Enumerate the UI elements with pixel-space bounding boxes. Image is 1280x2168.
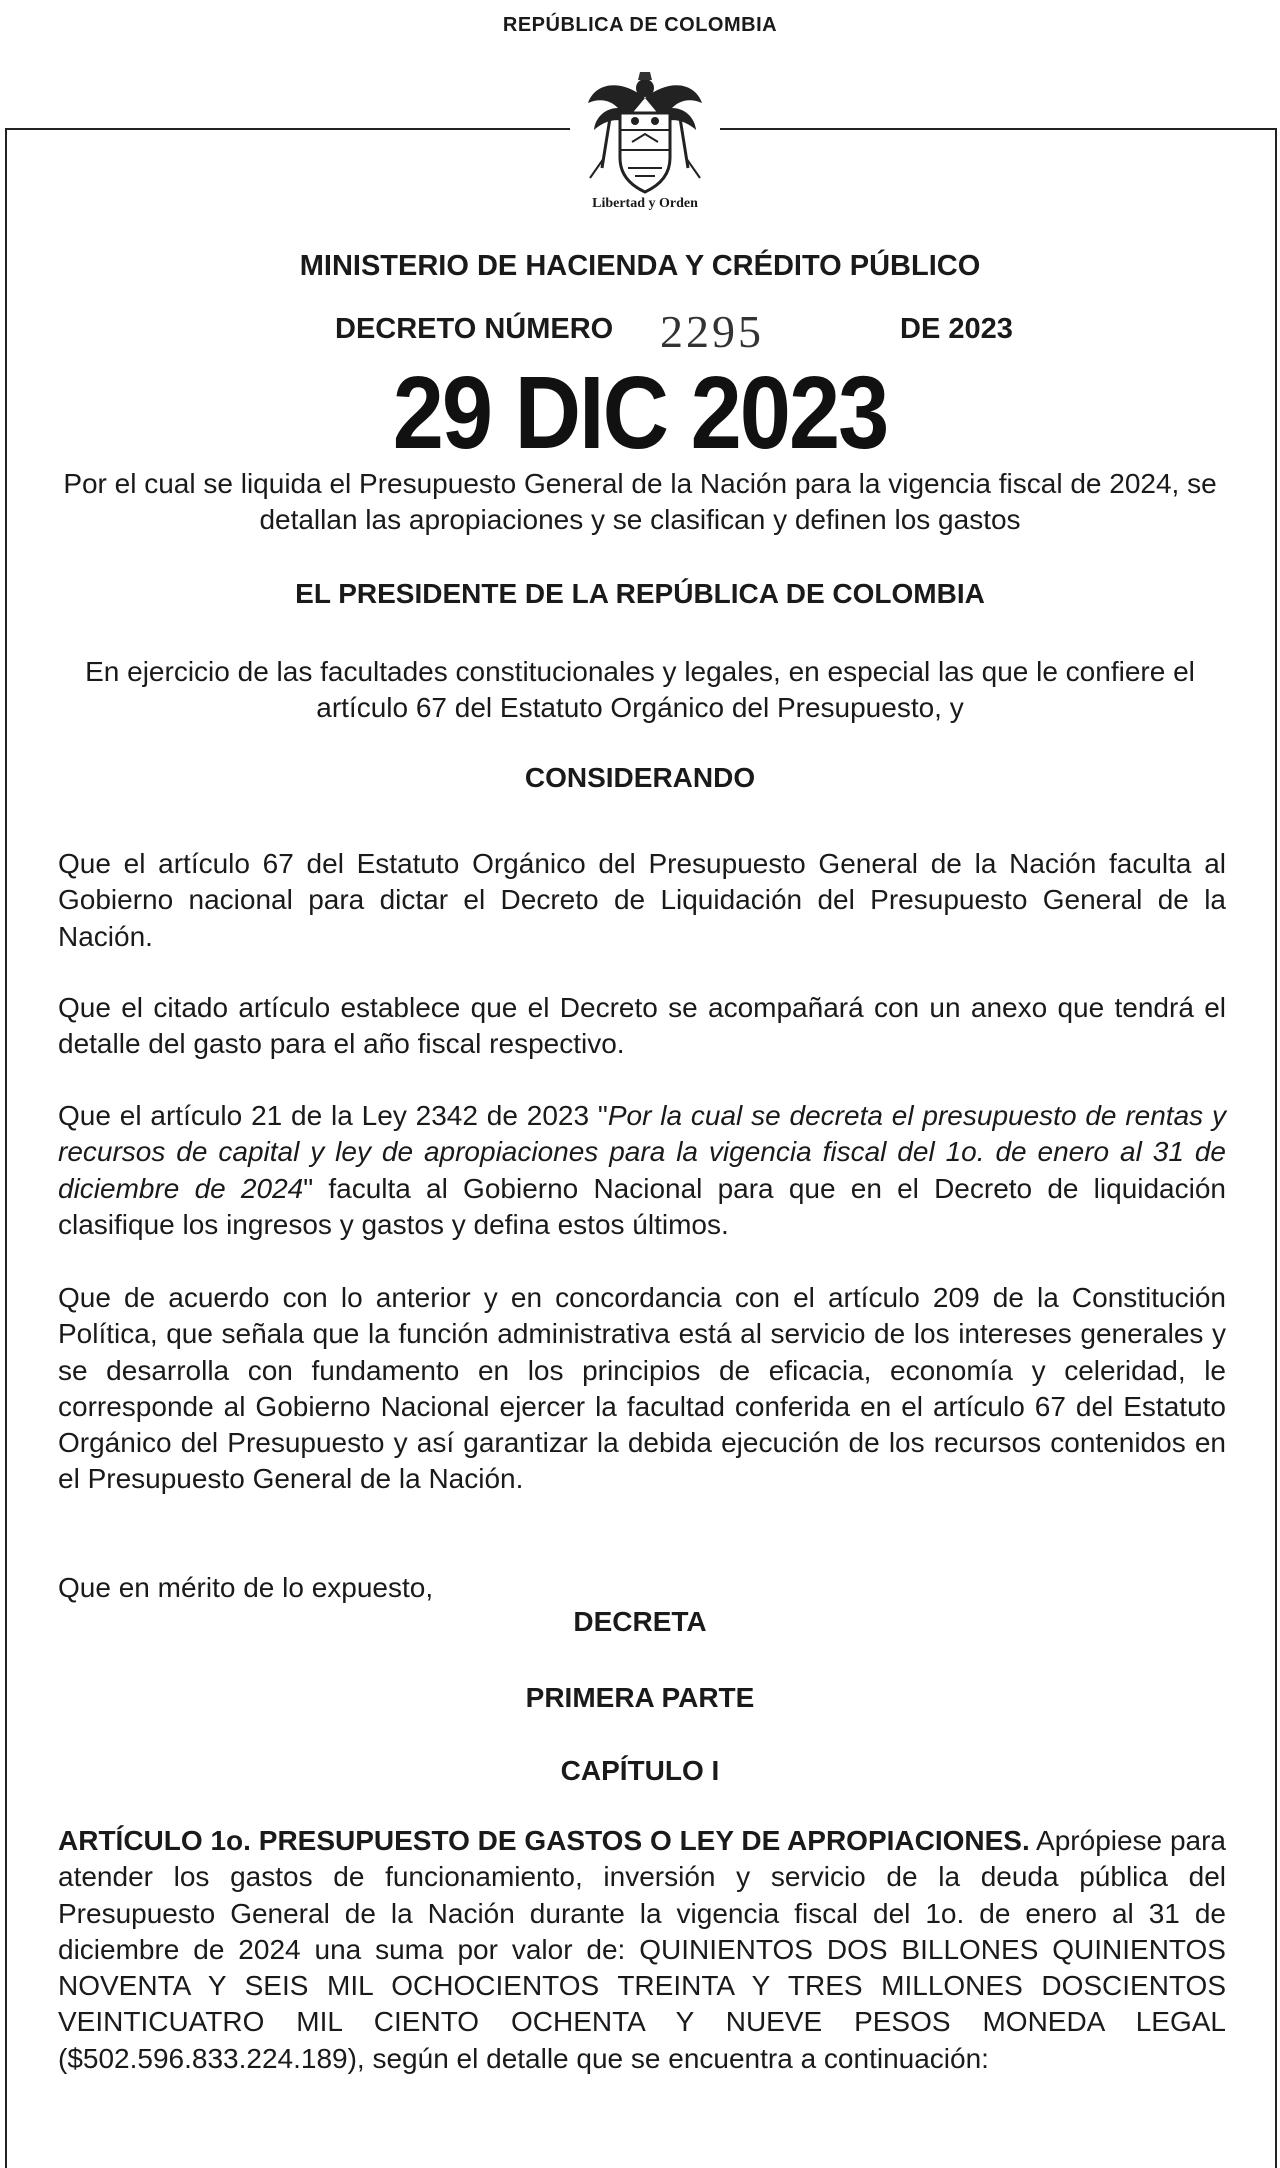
article-1 — [58, 1823, 1226, 2077]
considerando-paragraph-4: Que de acuerdo con lo anterior y en concordancia con el artículo 209 de la Constitución Política, que señala que la función administrativa está al servicio de los intereses generales y se desarrolla con fundamento en los principios de eficacia, economía y celeridad, le corresponde al Gobierno Nacional ejercer la facultad conferida en el artículo 67 del Estatuto Orgánico del Presupuesto y así garantizar la debida ejecución de los recursos contenidos en el Presupuesto General de la Nación. — [58, 1282, 1226, 1495]
decree-subject: Por el cual se liquida el Presupuesto General de la Nación para la vigencia fiscal de 2024, se detallan las apropiaciones y se clasifican y definen los gastos — [63, 468, 1217, 535]
article-1-title: ARTÍCULO 1o. PRESUPUESTO DE GASTOS O LEY DE APROPIACIONES. — [58, 1825, 1030, 1856]
ministry-title: MINISTERIO DE HACIENDA Y CRÉDITO PÚBLICO — [299, 250, 981, 282]
considerando-paragraph-2: Que el citado artículo establece que el Decreto se acompañará con un anexo que tendrá el detalle del gasto para el año fiscal respectivo. — [58, 992, 1226, 1060]
republic-header: REPÚBLICA DE COLOMBIA — [502, 14, 778, 36]
law-title-italic: Por la cual se decreta el presupuesto de rentas y recursos de capital y ley de apropiaciones para la vigencia fiscal del 1o. de enero al 31 de diciembre de 2024 — [58, 1100, 1227, 1204]
decree-label: DECRETO NÚMERO — [335, 313, 614, 345]
decree-year: DE 2023 — [900, 313, 1013, 345]
considerando-paragraph-1: Que el artículo 67 del Estatuto Orgánico del Presupuesto General de la Nación faculta al Gobierno nacional para dictar el Decreto de Liquidación del Presupuesto General de la Nación. — [58, 848, 1226, 952]
date-stamp: 29 DIC 2023 — [392, 356, 888, 471]
decreta-heading: DECRETA — [573, 1606, 707, 1637]
president-heading: EL PRESIDENTE DE LA REPÚBLICA DE COLOMBIA — [295, 578, 985, 609]
considerando-heading: CONSIDERANDO — [524, 762, 756, 793]
article-1-body: Aprópiese para atender los gastos de funcionamiento, inversión y servicio de la deuda pública del Presupuesto General de la Nación durante la vigencia fiscal del 1o. de enero al 31 de diciembre de 2024 una suma por valor de: QUINIENTOS DOS BILLONES QUINIENTOS NOVENTA Y SEIS MIL OCHOCIENTOS TREINTA Y TRES MILLONES DOSCIENTOS VEINTICUATRO MIL CIENTO OCHENTA Y NUEVE PESOS MONEDA LEGAL ($502.596.833.224.189), según el detalle que se encuentra a continuación: — [58, 1825, 1226, 2074]
p3-end: " faculta al Gobierno Nacional para que en el Decreto de liquidación clasifique los ingresos y gastos y defina estos últimos. — [58, 1172, 1226, 1240]
primera-parte-heading: PRIMERA PARTE — [525, 1682, 755, 1713]
considerando-paragraph-5: Que en mérito de lo expuesto, — [58, 1572, 434, 1603]
capitulo-heading: CAPÍTULO I — [560, 1755, 720, 1786]
decree-number: 2295 — [660, 306, 764, 357]
decree-number-row — [0, 305, 1280, 357]
crest-motto: Libertad y Orden — [592, 196, 698, 211]
considerando-paragraph-3 — [58, 1098, 1226, 1243]
exercise-clause: En ejercicio de las facultades constitucionales y legales, en especial las que le confiere el artículo 67 del Estatuto Orgánico del Presupuesto, y — [85, 656, 1195, 723]
p3-start: Que el artículo 21 de la Ley 2342 de 2023 " — [58, 1100, 608, 1131]
